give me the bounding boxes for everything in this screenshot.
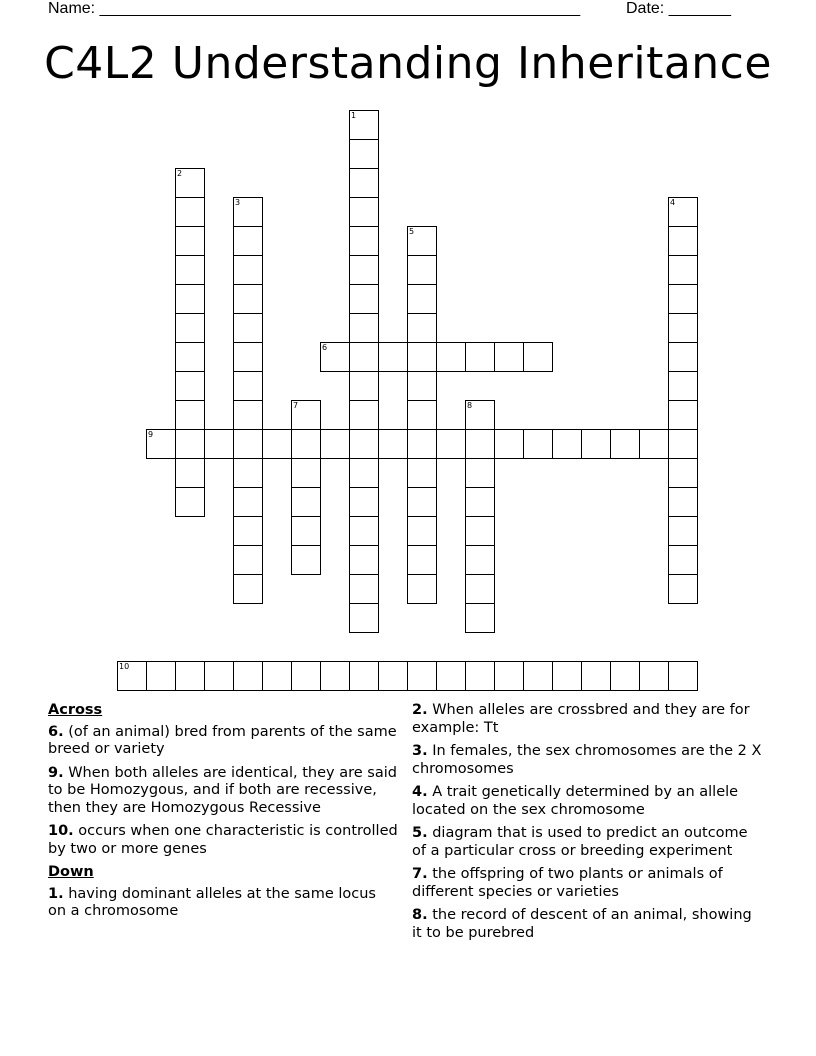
grid-cell[interactable] [175, 458, 205, 488]
grid-cell[interactable] [349, 313, 379, 343]
grid-cell[interactable] [146, 429, 176, 459]
clue-number: 9. [48, 764, 64, 781]
grid-cell[interactable] [175, 168, 205, 198]
grid-cell[interactable] [291, 458, 321, 488]
page-title: C4L2 Understanding Inheritance [44, 38, 772, 89]
grid-cell[interactable] [465, 661, 495, 691]
grid-cell[interactable] [378, 661, 408, 691]
grid-cell[interactable] [668, 371, 698, 401]
grid-cell[interactable] [146, 661, 176, 691]
cell-number: 2 [177, 169, 183, 178]
grid-cell[interactable] [668, 284, 698, 314]
grid-cell[interactable] [407, 545, 437, 575]
grid-cell[interactable] [349, 110, 379, 140]
clue-down-8 [412, 907, 762, 942]
grid-cell[interactable] [262, 661, 292, 691]
clue-text: In females, the sex chromosomes are the 2 X chromosomes [412, 743, 762, 777]
clue-number: 8. [412, 907, 428, 923]
grid-cell[interactable] [175, 313, 205, 343]
clue-text: occurs when one characteristic is controlled by two or more genes [48, 823, 398, 857]
grid-cell[interactable] [233, 400, 263, 430]
cell-number: 1 [351, 111, 357, 120]
grid-cell[interactable] [465, 603, 495, 633]
grid-cell[interactable] [523, 342, 553, 372]
grid-cell[interactable] [465, 487, 495, 517]
grid-cell[interactable] [291, 429, 321, 459]
grid-cell[interactable] [233, 255, 263, 285]
grid-cell[interactable] [523, 429, 553, 459]
grid-cell[interactable] [349, 284, 379, 314]
cell-number: 3 [235, 198, 241, 207]
grid-cell[interactable] [233, 342, 263, 372]
cell-number: 5 [409, 227, 415, 236]
grid-cell[interactable] [349, 429, 379, 459]
grid-cell[interactable] [175, 197, 205, 227]
grid-cell[interactable] [233, 574, 263, 604]
cell-number: 9 [148, 430, 154, 439]
grid-cell[interactable] [349, 487, 379, 517]
grid-cell[interactable] [204, 429, 234, 459]
grid-cell[interactable] [349, 458, 379, 488]
grid-cell[interactable] [233, 197, 263, 227]
grid-cell[interactable] [349, 342, 379, 372]
grid-cell[interactable] [233, 371, 263, 401]
grid-cell[interactable] [349, 226, 379, 256]
grid-cell[interactable] [349, 168, 379, 198]
grid-cell[interactable] [639, 661, 669, 691]
clue-text: diagram that is used to predict an outcome of a particular cross or breeding experiment [412, 825, 748, 859]
grid-cell[interactable] [378, 342, 408, 372]
grid-cell[interactable] [233, 458, 263, 488]
grid-cell[interactable] [233, 313, 263, 343]
grid-cell[interactable] [465, 545, 495, 575]
grid-cell[interactable] [349, 545, 379, 575]
grid-cell[interactable] [175, 661, 205, 691]
grid-cell[interactable] [233, 516, 263, 546]
clue-text: (of an animal) bred from parents of the same breed or variety [48, 723, 397, 757]
clue-across-10 [48, 823, 398, 858]
date-field-label[interactable]: Date: _______ [626, 0, 731, 17]
grid-cell[interactable] [436, 661, 466, 691]
grid-cell[interactable] [291, 487, 321, 517]
clue-down-7 [412, 866, 762, 901]
grid-cell[interactable] [175, 226, 205, 256]
clue-text: the offspring of two plants or animals of different species or varieties [412, 866, 723, 900]
grid-cell[interactable] [291, 661, 321, 691]
grid-cell[interactable] [233, 661, 263, 691]
grid-cell[interactable] [639, 429, 669, 459]
grid-cell[interactable] [117, 661, 147, 691]
grid-cell[interactable] [494, 429, 524, 459]
clue-down-4 [412, 784, 762, 819]
grid-cell[interactable] [436, 342, 466, 372]
grid-cell[interactable] [610, 661, 640, 691]
grid-cell[interactable] [349, 371, 379, 401]
grid-cell[interactable] [233, 226, 263, 256]
grid-cell[interactable] [175, 400, 205, 430]
grid-cell[interactable] [668, 226, 698, 256]
across-heading: Across [48, 702, 103, 718]
grid-cell[interactable] [349, 197, 379, 227]
clue-down-5 [412, 825, 762, 860]
grid-cell[interactable] [668, 342, 698, 372]
clue-down-3 [412, 743, 762, 778]
grid-cell[interactable] [668, 458, 698, 488]
grid-cell[interactable] [668, 429, 698, 459]
grid-cell[interactable] [407, 516, 437, 546]
grid-cell[interactable] [349, 516, 379, 546]
grid-cell[interactable] [407, 226, 437, 256]
grid-cell[interactable] [291, 516, 321, 546]
grid-cell[interactable] [494, 342, 524, 372]
grid-cell[interactable] [320, 429, 350, 459]
grid-cell[interactable] [407, 284, 437, 314]
clue-down-2 [412, 702, 762, 737]
clue-text: When alleles are crossbred and they are for example: Tt [412, 702, 750, 736]
grid-cell[interactable] [407, 661, 437, 691]
cell-number: 7 [293, 401, 299, 410]
clue-number: 3. [412, 743, 428, 759]
grid-cell[interactable] [668, 487, 698, 517]
grid-cell[interactable] [407, 400, 437, 430]
grid-cell[interactable] [407, 458, 437, 488]
grid-cell[interactable] [668, 313, 698, 343]
grid-cell[interactable] [465, 574, 495, 604]
grid-cell[interactable] [668, 545, 698, 575]
clue-number: 7. [412, 866, 428, 882]
grid-cell[interactable] [465, 400, 495, 430]
grid-cell[interactable] [668, 661, 698, 691]
grid-cell[interactable] [668, 197, 698, 227]
grid-cell[interactable] [175, 284, 205, 314]
grid-cell[interactable] [407, 342, 437, 372]
grid-cell[interactable] [349, 139, 379, 169]
clue-number: 10. [48, 823, 74, 839]
clue-text: having dominant alleles at the same locus on a chromosome [48, 885, 376, 919]
clue-number: 5. [412, 825, 428, 841]
clue-number: 2. [412, 702, 428, 718]
clues-right-column [412, 702, 762, 948]
cell-number: 10 [119, 662, 130, 671]
grid-cell[interactable] [175, 487, 205, 517]
grid-cell[interactable] [552, 429, 582, 459]
down-heading: Down [48, 864, 94, 880]
grid-cell[interactable] [175, 371, 205, 401]
grid-cell[interactable] [668, 574, 698, 604]
clue-number: 4. [412, 784, 428, 800]
grid-cell[interactable] [349, 255, 379, 285]
grid-cell[interactable] [494, 661, 524, 691]
grid-cell[interactable] [204, 661, 234, 691]
grid-cell[interactable] [378, 429, 408, 459]
cell-number: 8 [467, 401, 473, 410]
grid-cell[interactable] [291, 400, 321, 430]
clue-text: A trait genetically determined by an allele located on the sex chromosome [412, 784, 739, 818]
grid-cell[interactable] [552, 661, 582, 691]
name-field-label[interactable]: Name: ______________________________________________________ [48, 0, 581, 17]
grid-cell[interactable] [668, 255, 698, 285]
grid-cell[interactable] [233, 284, 263, 314]
grid-cell[interactable] [523, 661, 553, 691]
cell-number: 6 [322, 343, 328, 352]
grid-cell[interactable] [407, 429, 437, 459]
cell-number: 4 [670, 198, 676, 207]
grid-cell[interactable] [320, 661, 350, 691]
grid-cell[interactable] [668, 516, 698, 546]
grid-cell[interactable] [175, 255, 205, 285]
clue-across-6 [48, 724, 398, 759]
grid-cell[interactable] [233, 545, 263, 575]
grid-cell[interactable] [407, 313, 437, 343]
grid-cell[interactable] [407, 255, 437, 285]
grid-cell[interactable] [262, 429, 292, 459]
grid-cell[interactable] [610, 429, 640, 459]
grid-cell[interactable] [581, 429, 611, 459]
clue-number: 1. [48, 885, 64, 902]
grid-cell[interactable] [175, 429, 205, 459]
grid-cell[interactable] [349, 661, 379, 691]
clue-across-9 [48, 765, 398, 818]
grid-cell[interactable] [349, 400, 379, 430]
clue-text: When both alleles are identical, they are said to be Homozygous, and if both are recessive, then they are Homozygous Recessive [48, 764, 397, 816]
grid-cell[interactable] [320, 342, 350, 372]
grid-cell[interactable] [436, 429, 466, 459]
grid-cell[interactable] [407, 371, 437, 401]
grid-cell[interactable] [465, 458, 495, 488]
grid-cell[interactable] [233, 487, 263, 517]
grid-cell[interactable] [465, 516, 495, 546]
grid-cell[interactable] [407, 574, 437, 604]
grid-cell[interactable] [407, 487, 437, 517]
grid-cell[interactable] [465, 429, 495, 459]
grid-cell[interactable] [291, 545, 321, 575]
grid-cell[interactable] [349, 574, 379, 604]
grid-cell[interactable] [465, 342, 495, 372]
clue-number: 6. [48, 723, 64, 740]
grid-cell[interactable] [349, 603, 379, 633]
clue-text: the record of descent of an animal, showing it to be purebred [412, 907, 752, 941]
clue-down-1 [48, 886, 398, 921]
grid-cell[interactable] [668, 400, 698, 430]
grid-cell[interactable] [581, 661, 611, 691]
grid-cell[interactable] [175, 342, 205, 372]
clues-left-column [48, 702, 398, 927]
grid-cell[interactable] [233, 429, 263, 459]
